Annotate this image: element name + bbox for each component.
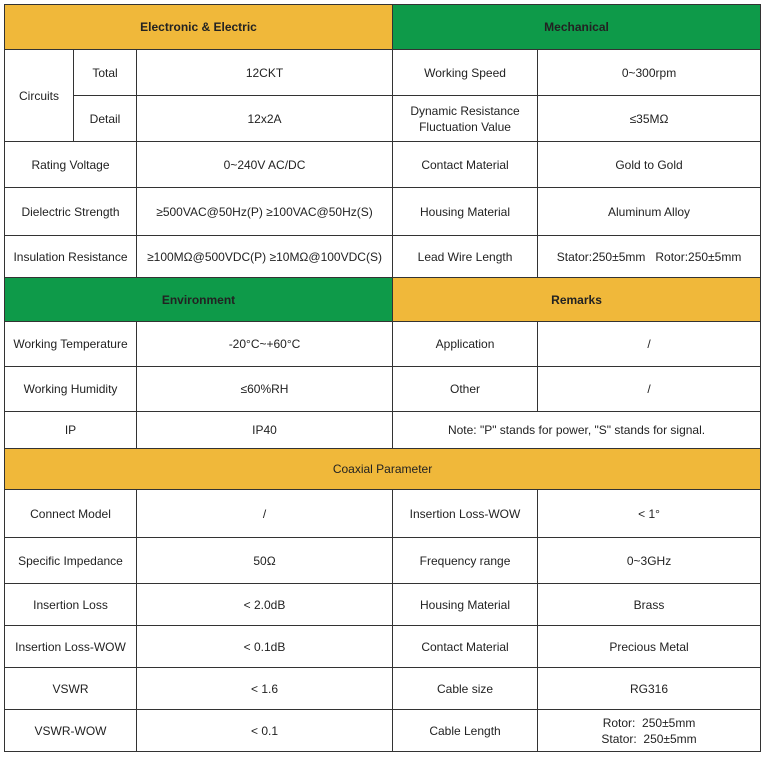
contact-material-value: Gold to Gold <box>538 142 761 188</box>
working-speed-label: Working Speed <box>393 50 538 96</box>
vswr-value: < 1.6 <box>137 668 393 710</box>
working-temperature-value: -20°C~+60°C <box>137 322 393 367</box>
frequency-range-label: Frequency range <box>393 538 538 584</box>
working-humidity-label: Working Humidity <box>5 367 137 412</box>
rating-voltage-label: Rating Voltage <box>5 142 137 188</box>
coaxial-contact-material-label: Contact Material <box>393 626 538 668</box>
other-label: Other <box>393 367 538 412</box>
cable-length-rotor: Rotor: 250±5mm <box>602 715 696 730</box>
vswr-wow-label: VSWR-WOW <box>5 710 137 752</box>
dynamic-resistance-value: ≤35MΩ <box>538 96 761 142</box>
detail-label: Detail <box>74 96 137 142</box>
dynamic-resistance-label-line-1: Dynamic Resistance <box>410 103 520 118</box>
vswr-label: VSWR <box>5 668 137 710</box>
working-speed-value: 0~300rpm <box>538 50 761 96</box>
insertion-loss-wow-right-label: Insertion Loss-WOW <box>393 490 538 538</box>
housing-material-label: Housing Material <box>393 188 538 236</box>
insertion-loss-label: Insertion Loss <box>5 584 137 626</box>
remarks-note: Note: "P" stands for power, "S" stands for signal. <box>393 412 761 449</box>
insertion-loss-wow-value: < 0.1dB <box>137 626 393 668</box>
connect-model-label: Connect Model <box>5 490 137 538</box>
insertion-loss-wow-right-value: < 1° <box>538 490 761 538</box>
working-temperature-label: Working Temperature <box>5 322 137 367</box>
dielectric-strength-label: Dielectric Strength <box>5 188 137 236</box>
connect-model-value: / <box>137 490 393 538</box>
dielectric-strength-value: ≥500VAC@50Hz(P) ≥100VAC@50Hz(S) <box>137 188 393 236</box>
other-value: / <box>538 367 761 412</box>
cable-length-value <box>538 710 761 752</box>
circuits-label: Circuits <box>5 50 74 142</box>
dynamic-resistance-label <box>393 96 538 142</box>
coaxial-housing-material-value: Brass <box>538 584 761 626</box>
dynamic-resistance-label-line-2: Fluctuation Value <box>419 119 511 134</box>
specification-table <box>4 4 761 752</box>
cable-length-label: Cable Length <box>393 710 538 752</box>
lead-wire-length-label: Lead Wire Length <box>393 236 538 278</box>
insulation-resistance-value: ≥100MΩ@500VDC(P) ≥10MΩ@100VDC(S) <box>137 236 393 278</box>
total-value: 12CKT <box>137 50 393 96</box>
application-label: Application <box>393 322 538 367</box>
specific-impedance-value: 50Ω <box>137 538 393 584</box>
rating-voltage-value: 0~240V AC/DC <box>137 142 393 188</box>
frequency-range-value: 0~3GHz <box>538 538 761 584</box>
housing-material-value: Aluminum Alloy <box>538 188 761 236</box>
section-header-coaxial: Coaxial Parameter <box>5 449 761 490</box>
total-label: Total <box>74 50 137 96</box>
cable-length-stator: Stator: 250±5mm <box>601 731 697 746</box>
insertion-loss-wow-label: Insertion Loss-WOW <box>5 626 137 668</box>
insulation-resistance-label: Insulation Resistance <box>5 236 137 278</box>
section-header-mechanical: Mechanical <box>393 5 761 50</box>
section-header-environment: Environment <box>5 278 393 322</box>
detail-value: 12x2A <box>137 96 393 142</box>
section-header-electronic: Electronic & Electric <box>5 5 393 50</box>
ip-value: IP40 <box>137 412 393 449</box>
working-humidity-value: ≤60%RH <box>137 367 393 412</box>
contact-material-label: Contact Material <box>393 142 538 188</box>
cable-size-value: RG316 <box>538 668 761 710</box>
vswr-wow-value: < 0.1 <box>137 710 393 752</box>
lead-wire-length-value: Stator:250±5mm Rotor:250±5mm <box>538 236 761 278</box>
coaxial-contact-material-value: Precious Metal <box>538 626 761 668</box>
ip-label: IP <box>5 412 137 449</box>
cable-size-label: Cable size <box>393 668 538 710</box>
section-header-remarks: Remarks <box>393 278 761 322</box>
specific-impedance-label: Specific Impedance <box>5 538 137 584</box>
insertion-loss-value: < 2.0dB <box>137 584 393 626</box>
coaxial-housing-material-label: Housing Material <box>393 584 538 626</box>
application-value: / <box>538 322 761 367</box>
